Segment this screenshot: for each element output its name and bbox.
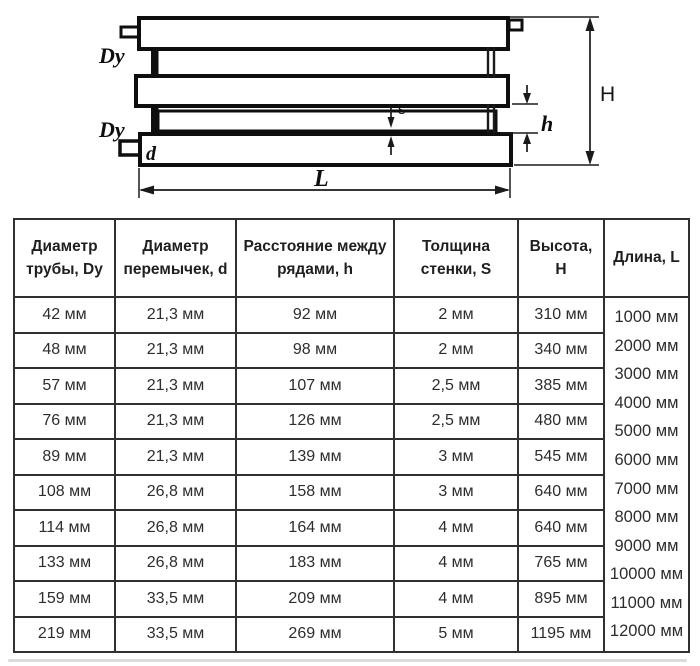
table-cell: 26,8 мм — [115, 475, 236, 511]
arrowhead-up — [586, 17, 595, 31]
table-cell: 76 мм — [14, 404, 115, 440]
table-cell: 133 мм — [14, 546, 115, 582]
table-cell: 42 мм — [14, 297, 115, 333]
table-cell: 108 мм — [14, 475, 115, 511]
header-row — [14, 219, 689, 297]
col-header-wall-thickness: Толщина стенки, S — [394, 219, 518, 297]
col-header-jumper-diameter: Диаметр перемычек, d — [115, 219, 236, 297]
inlet-stub-top-left — [121, 27, 139, 37]
table-cell: 385 мм — [518, 368, 604, 404]
length-value: 5000 мм — [614, 422, 679, 441]
length-value: 7000 мм — [614, 479, 679, 498]
length-value: 3000 мм — [614, 365, 679, 384]
table-cell: 895 мм — [518, 581, 604, 617]
col-header-row-spacing: Расстояние между рядами, h — [236, 219, 394, 297]
label-row-spacing: h — [541, 111, 554, 136]
table-cell: 26,8 мм — [115, 546, 236, 582]
table-cell: 26,8 мм — [115, 510, 236, 546]
table-cell: 3 мм — [394, 475, 518, 511]
table-cell: 33,5 мм — [115, 581, 236, 617]
pipe-row-4 — [140, 134, 511, 165]
table-row — [14, 617, 689, 653]
length-value: 12000 мм — [609, 622, 684, 641]
table-cell: 21,3 мм — [115, 368, 236, 404]
length-value: 2000 мм — [614, 336, 679, 355]
table-cell: 158 мм — [236, 475, 394, 511]
table-cell: 1195 мм — [518, 617, 604, 653]
table-cell: 21,3 мм — [115, 404, 236, 440]
table-cell: 183 мм — [236, 546, 394, 582]
pipe-row-2 — [136, 76, 508, 106]
table-row — [14, 297, 689, 333]
table-row — [14, 546, 689, 582]
table-cell: 480 мм — [518, 404, 604, 440]
label-pipe-diameter-top: Dy — [99, 43, 125, 68]
table-cell: 89 мм — [14, 439, 115, 475]
table-cell: 2,5 мм — [394, 404, 518, 440]
left-jumper-top — [151, 47, 159, 78]
table-cell: 219 мм — [14, 617, 115, 653]
length-merged-cell — [604, 297, 689, 652]
table-cell: 545 мм — [518, 439, 604, 475]
table-cell: 164 мм — [236, 510, 394, 546]
table-cell: 640 мм — [518, 475, 604, 511]
table-row — [14, 333, 689, 369]
label-overall-height: H — [600, 83, 616, 106]
arrowhead-left — [139, 186, 154, 195]
arrowhead-right — [495, 186, 510, 195]
table-cell: 114 мм — [14, 510, 115, 546]
table-row — [14, 475, 689, 511]
table-cell: 340 мм — [518, 333, 604, 369]
table-cell: 3 мм — [394, 439, 518, 475]
table-cell: 92 мм — [236, 297, 394, 333]
table-cell: 4 мм — [394, 510, 518, 546]
table-cell: 2 мм — [394, 333, 518, 369]
table-cell: 2,5 мм — [394, 368, 518, 404]
page-bottom-shadow — [8, 659, 687, 662]
table-cell: 310 мм — [518, 297, 604, 333]
table-row — [14, 510, 689, 546]
left-jumper-bottom — [151, 104, 159, 136]
pipe-row-1 — [139, 18, 508, 49]
table-cell: 33,5 мм — [115, 617, 236, 653]
pipe-register-diagram — [0, 0, 700, 214]
table-cell: 107 мм — [236, 368, 394, 404]
label-length: L — [314, 166, 329, 192]
table-cell: 640 мм — [518, 510, 604, 546]
table-cell: 2 мм — [394, 297, 518, 333]
table-cell: 21,3 мм — [115, 333, 236, 369]
col-header-pipe-diameter: Диаметр трубы, Dy — [14, 219, 115, 297]
table-cell: 21,3 мм — [115, 439, 236, 475]
height-dimension — [509, 17, 599, 165]
length-value: 8000 мм — [614, 508, 679, 527]
label-pipe-diameter-bottom: Dy — [99, 117, 125, 142]
dimensions-table — [13, 218, 690, 653]
length-value: 9000 мм — [614, 536, 679, 555]
table-cell: 139 мм — [236, 439, 394, 475]
table-row — [14, 368, 689, 404]
length-value: 6000 мм — [614, 450, 679, 469]
table-row — [14, 404, 689, 440]
outlet-stub-top-right — [509, 20, 522, 30]
col-header-length: Длина, L — [604, 219, 689, 297]
table-cell: 159 мм — [14, 581, 115, 617]
arrowhead-down — [586, 151, 595, 165]
table-cell: 5 мм — [394, 617, 518, 653]
table-cell: 57 мм — [14, 368, 115, 404]
table-cell: 209 мм — [236, 581, 394, 617]
table-cell: 4 мм — [394, 581, 518, 617]
arrowhead-up — [523, 133, 531, 144]
table-cell: 269 мм — [236, 617, 394, 653]
table-cell: 4 мм — [394, 546, 518, 582]
pipe-row-3 — [158, 111, 496, 131]
length-values-list — [609, 303, 684, 646]
table-cell: 765 мм — [518, 546, 604, 582]
length-value: 4000 мм — [614, 393, 679, 412]
table-row — [14, 439, 689, 475]
length-value: 11000 мм — [610, 593, 683, 612]
label-wall-thickness: s — [398, 101, 406, 118]
right-jumper-top — [488, 47, 494, 78]
arrowhead-down — [523, 93, 531, 104]
length-value: 10000 мм — [609, 565, 684, 584]
col-header-height: Высота, H — [518, 219, 604, 297]
table-cell: 126 мм — [236, 404, 394, 440]
table-row — [14, 581, 689, 617]
table-cell: 21,3 мм — [115, 297, 236, 333]
length-value: 1000 мм — [614, 307, 679, 326]
label-jumper-diameter: d — [146, 143, 156, 165]
inlet-stub-bottom-left — [120, 141, 140, 155]
table-cell: 48 мм — [14, 333, 115, 369]
table-cell: 98 мм — [236, 333, 394, 369]
